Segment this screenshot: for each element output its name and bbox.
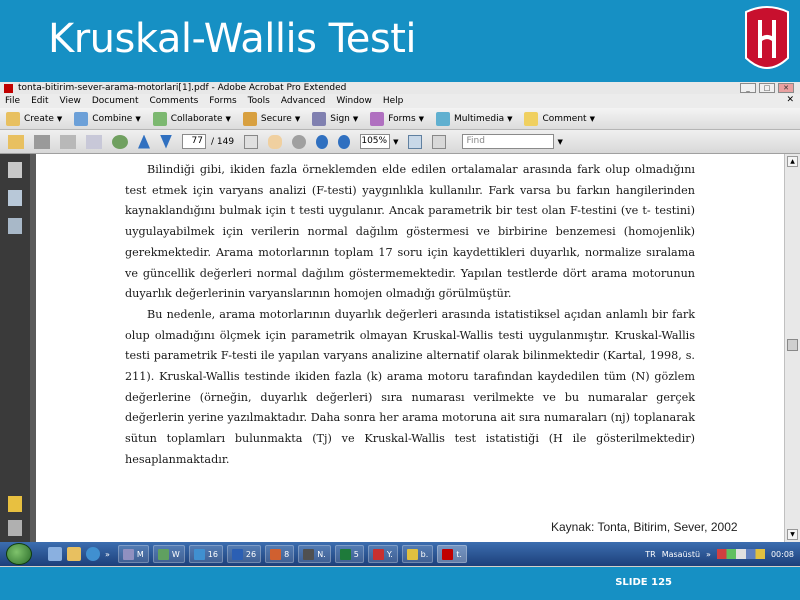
slide-title: Kruskal-Wallis Testi — [48, 16, 417, 62]
taskbar-item-label: 26 — [245, 549, 257, 559]
app-icon — [270, 549, 281, 560]
acrobat-icon — [442, 549, 453, 560]
multimedia-button[interactable] — [436, 112, 512, 126]
menu-tools[interactable]: Tools — [247, 96, 270, 106]
document-text — [125, 160, 695, 471]
taskbar-item-label: 8 — [284, 549, 290, 559]
window-title: tonta-bitirim-sever-arama-motorlari[1].pdf - Adobe Acrobat Pro Extended — [18, 83, 347, 93]
collaborate-label: Collaborate — [170, 113, 223, 124]
bookmarks-icon[interactable] — [8, 190, 22, 206]
vertical-scrollbar[interactable] — [784, 154, 800, 542]
save-icon[interactable] — [60, 135, 76, 149]
system-tray — [639, 549, 800, 559]
zoom-tool-icon[interactable] — [292, 135, 306, 149]
chevron-down-icon: ▼ — [225, 114, 231, 123]
chevron-down-icon: ▼ — [294, 114, 301, 123]
zoom-in-icon[interactable] — [338, 135, 350, 149]
menu-bar — [0, 94, 800, 108]
pages-icon[interactable] — [8, 162, 22, 178]
taskbar-item[interactable] — [118, 545, 149, 563]
app-icon — [123, 549, 134, 560]
combine-icon — [74, 112, 88, 126]
chevron-down-icon[interactable]: ▼ — [557, 137, 563, 146]
taskbar-item-active[interactable] — [437, 545, 467, 563]
window-titlebar — [0, 82, 800, 94]
tray-icons[interactable] — [717, 549, 765, 559]
taskbar-item-label: 16 — [207, 549, 218, 559]
comments-icon[interactable] — [8, 496, 22, 512]
close-button[interactable]: ✕ — [778, 83, 794, 93]
find-input[interactable]: Find — [462, 134, 554, 149]
taskbar-item-label: t. — [456, 549, 462, 559]
chevron-down-icon: ▼ — [352, 114, 359, 123]
secure-label: Secure — [260, 113, 292, 124]
explorer-icon[interactable] — [67, 547, 81, 561]
collaborate-icon — [153, 112, 167, 126]
secure-button[interactable] — [243, 112, 300, 126]
forms-label: Forms — [388, 113, 416, 124]
taskbar-item[interactable] — [368, 545, 398, 563]
window-controls — [740, 83, 794, 93]
taskbar-item-label: W — [171, 549, 180, 559]
close-document-icon[interactable]: ✕ — [786, 95, 794, 105]
menu-advanced[interactable]: Advanced — [280, 96, 326, 106]
multimedia-label: Multimedia — [454, 113, 505, 124]
desktop-toolbar[interactable]: Masaüstü — [661, 549, 701, 559]
fit-width-icon[interactable] — [432, 135, 446, 149]
menu-view[interactable]: View — [59, 96, 81, 106]
paragraph: Bu nedenle, arama motorlarının duyarlık değerleri arasında istatistiksel açıdan anlamlı bir fark olup olmadığını ölçmek için parametrik olmayan Kruskal-Wallis testi uygulanmıştır. Kruskal-Wallis testi parametrik F-testi ile yapılan varyans analizine alternatif olarak bilinmektedir (Kartal, 1998, s. 211). Kruskal-Wallis testinde ikiden fazla (k) arama motoru tarafından kaydedilen tüm (N) gözlem değerlerine (örneğin, duyarlık değerleri) sıra numarası verilmekte ve bu numaralar gerçek değerlerin yerine yazılmaktadır. Daha sonra her arama motoruna ait sıra numaraları (nj) toplanarak sütun toplamları bulunmakta (Tj) ve Kruskal-Wallis test istatistiği (H ile gösterilmektedir) hesaplanmaktadır. — [125, 307, 695, 466]
taskbar-item[interactable] — [189, 545, 223, 563]
sign-label: Sign — [330, 113, 350, 124]
signatures-icon[interactable] — [8, 218, 22, 234]
start-button[interactable] — [6, 543, 32, 565]
clock[interactable]: 00:08 — [770, 549, 794, 559]
combine-label: Combine — [92, 113, 133, 124]
windows-taskbar — [0, 542, 800, 566]
page-total: / 149 — [211, 136, 235, 147]
taskbar-item-label: 5 — [353, 549, 359, 559]
create-icon — [6, 112, 20, 126]
chevron-down-icon: ▼ — [507, 114, 513, 123]
taskbar-item[interactable] — [298, 545, 331, 563]
browser-icon[interactable] — [86, 547, 100, 561]
taskbar-item-label: b. — [420, 549, 429, 559]
menu-comments[interactable]: Comments — [149, 96, 199, 106]
next-page-icon[interactable] — [160, 135, 172, 149]
fit-page-icon[interactable] — [408, 135, 422, 149]
quicklaunch-more-icon[interactable]: » — [105, 549, 110, 559]
slide-header — [0, 0, 800, 82]
maximize-button[interactable]: □ — [759, 83, 775, 93]
multimedia-icon — [436, 112, 450, 126]
attachments-icon[interactable] — [8, 520, 22, 536]
chevron-down-icon: ▼ — [589, 114, 595, 123]
hand-tool-icon[interactable] — [268, 135, 282, 149]
taskbar-item-label: Y. — [386, 549, 393, 559]
print-icon[interactable] — [34, 135, 50, 149]
excel-icon — [340, 549, 351, 560]
app-icon — [407, 549, 418, 560]
comment-label: Comment — [542, 113, 587, 124]
collaborate-button[interactable] — [153, 112, 231, 126]
show-desktop-icon[interactable] — [48, 547, 62, 561]
scroll-down-button[interactable]: ▼ — [787, 529, 798, 540]
email-icon[interactable] — [86, 135, 102, 149]
comment-button[interactable] — [524, 112, 595, 126]
taskbar-item[interactable] — [265, 545, 294, 563]
menu-window[interactable]: Window — [336, 96, 372, 106]
paragraph: Bilindiği gibi, ikiden fazla örneklemden elde edilen ortalamalar arasında fark olup olmadığını test etmek için varyans analizi (F-testi) yaygınlıkla kullanılır. Fark varsa bu farkın hangilerinden kaynaklandığını bulmak için t testi uygulanır. Ancak parametrik bir test olan F-testini (ve t- testini) uygulayabilmek için verilerin normal dağılım göstermesi ve birbirine benzemesi (homojenlik) gerekmektedir. Arama motorlarının toplam 17 soru için kaydettikleri duyarlık, normalize sıralama ve güncellik değerleri normal dağılım göstermemektedir. Yapılan testlerde dört arama motorunun duyarlık değerlerinin varyanslarının homojen olmadığı görülmüştür. — [125, 163, 695, 301]
zoom-level-input[interactable]: 105% — [360, 134, 390, 149]
chevron-down-icon: ▼ — [56, 114, 63, 123]
university-logo — [742, 4, 792, 78]
chevron-down-icon: ▼ — [135, 114, 141, 123]
taskbar-item[interactable] — [227, 545, 261, 563]
forms-button[interactable] — [370, 112, 424, 126]
taskbar-item[interactable] — [402, 545, 434, 563]
page-number-input[interactable]: 77 — [182, 134, 206, 149]
chevron-down-icon[interactable]: ▼ — [393, 137, 399, 146]
pen-icon — [312, 112, 326, 126]
forms-icon — [370, 112, 384, 126]
slide-number: SLIDE 125 — [615, 577, 672, 588]
chevron-down-icon: ▼ — [418, 114, 425, 123]
menu-edit[interactable]: Edit — [31, 96, 49, 106]
minimize-button[interactable]: _ — [740, 83, 756, 93]
app-icon — [373, 549, 384, 560]
slide-footer — [0, 567, 800, 600]
acrobat-app-icon — [4, 84, 13, 93]
source-caption: Kaynak: Tonta, Bitirim, Sever, 2002 — [551, 520, 738, 534]
create-label: Create — [24, 113, 54, 124]
lock-icon — [243, 112, 257, 126]
tray-more-icon[interactable]: » — [706, 549, 711, 559]
app-icon — [194, 549, 205, 560]
menu-help[interactable]: Help — [382, 96, 404, 106]
taskbar-item[interactable] — [153, 545, 185, 563]
menu-document[interactable]: Document — [91, 96, 139, 106]
menu-forms[interactable]: Forms — [209, 96, 237, 106]
previous-page-icon[interactable] — [138, 135, 150, 149]
taskbar-item-label: M — [136, 549, 144, 559]
create-button[interactable] — [6, 112, 62, 126]
scroll-up-button[interactable]: ▲ — [787, 156, 798, 167]
taskbar-item[interactable] — [335, 545, 364, 563]
taskbar-item-label: N. — [317, 549, 326, 559]
app-icon — [303, 549, 314, 560]
select-text-icon[interactable] — [244, 135, 258, 149]
menu-file[interactable]: File — [5, 96, 21, 106]
globe-icon[interactable] — [112, 135, 128, 149]
navigation-panel — [0, 154, 30, 542]
comment-icon — [524, 112, 538, 126]
open-folder-icon[interactable] — [8, 135, 24, 149]
task-toolbar — [0, 108, 800, 130]
sign-button[interactable] — [312, 112, 358, 126]
scrollbar-thumb[interactable] — [787, 339, 798, 351]
language-indicator[interactable]: TR — [645, 549, 656, 559]
app-icon — [158, 549, 169, 560]
navigation-toolbar — [0, 130, 800, 154]
combine-button[interactable] — [74, 112, 140, 126]
word-icon — [232, 549, 243, 560]
zoom-out-icon[interactable] — [316, 135, 328, 149]
